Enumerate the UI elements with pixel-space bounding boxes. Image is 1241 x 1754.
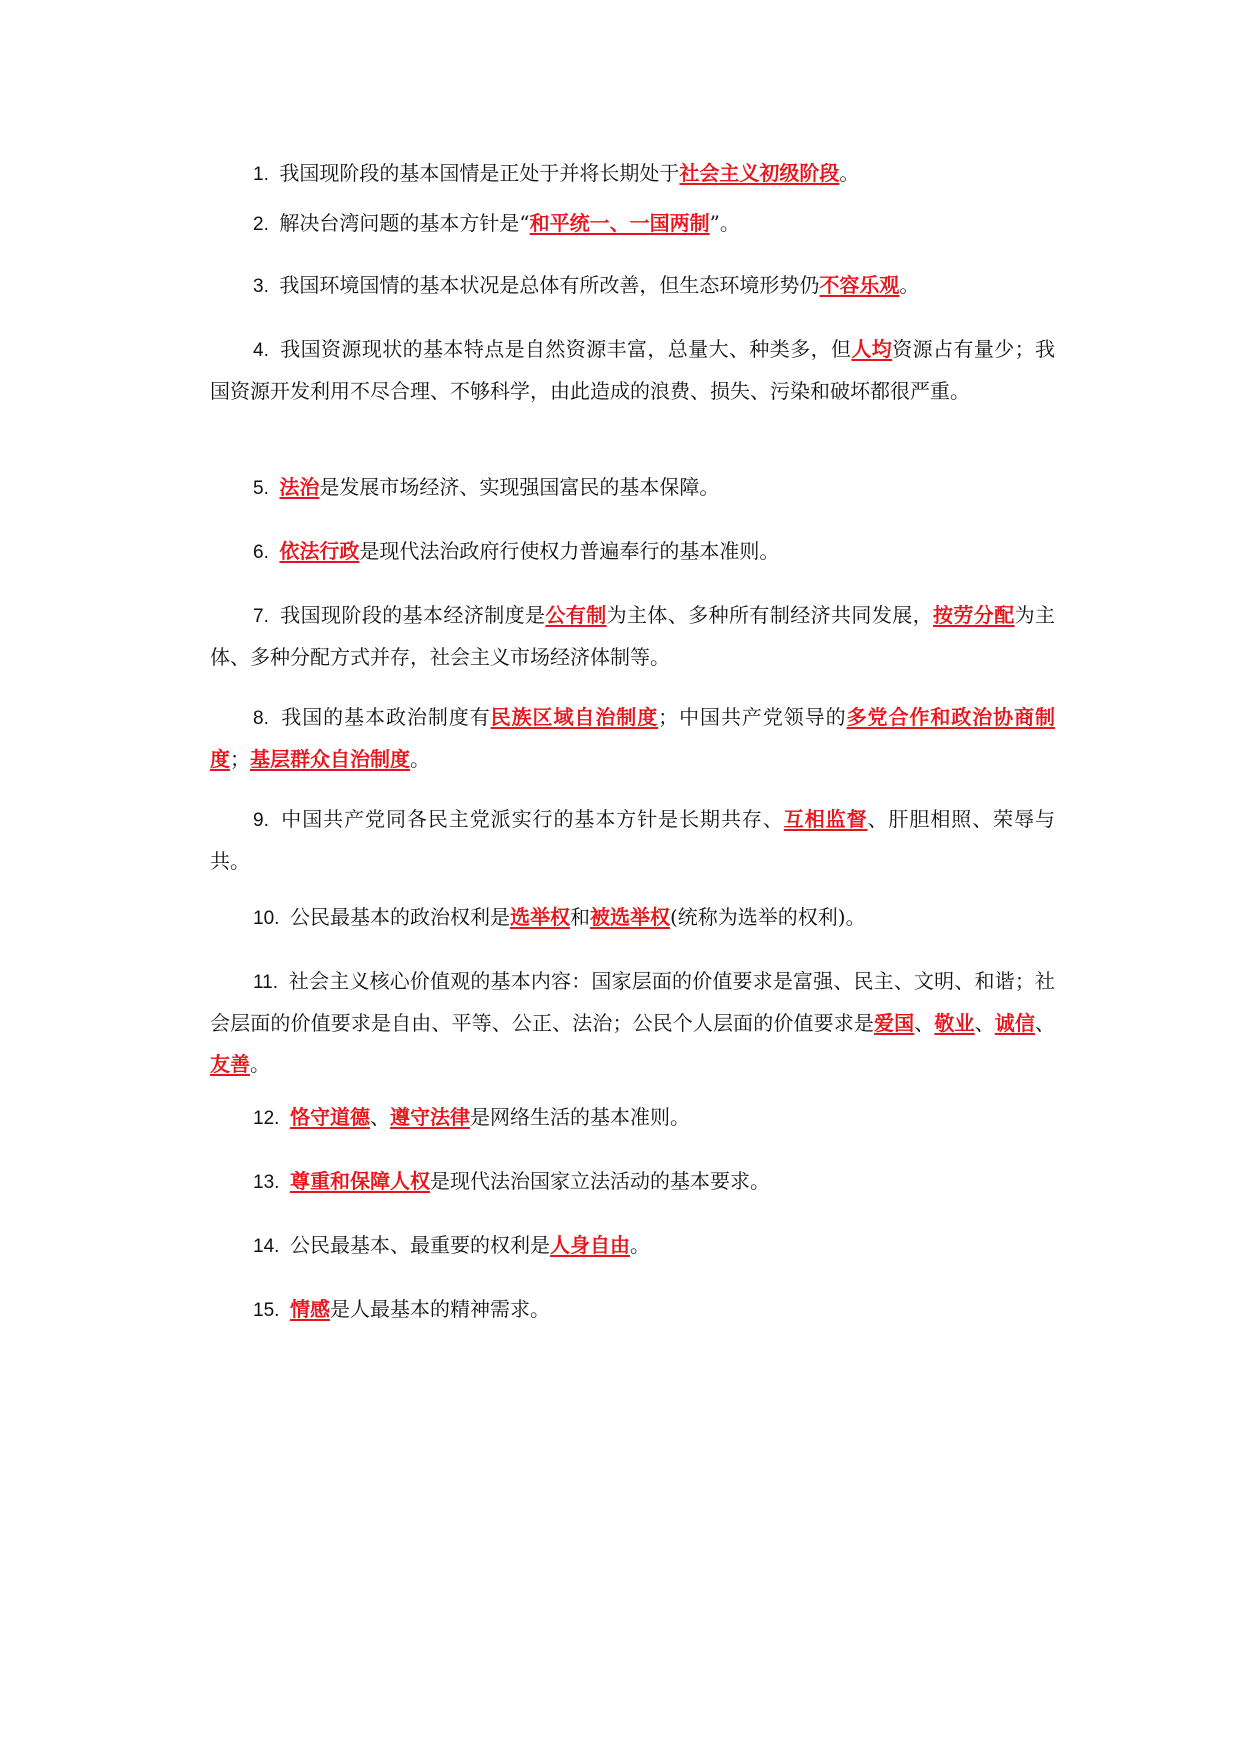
item-text: 是人最基本的精神需求。 <box>329 1297 550 1321</box>
answer-highlight: 人身自由 <box>549 1233 630 1257</box>
list-item-1 <box>210 153 1055 195</box>
item-text: 资源占有量少；我国资源开发利用不尽合理、不够科学，由此造成的浪费、损失、污染和破坏都很严重。 <box>210 337 1056 403</box>
item-number: 13. <box>253 1172 280 1193</box>
answer-highlight: 依法行政 <box>279 539 360 563</box>
answer-highlight: 公有制 <box>545 603 607 627</box>
list-item-8 <box>210 697 1055 780</box>
item-text: 我国环境国情的基本状况是总体有所改善，但生态环境形势仍 <box>279 273 820 297</box>
list-item-14 <box>210 1225 1055 1267</box>
item-text: 公民最基本、最重要的权利是 <box>289 1233 550 1257</box>
item-text: 、 <box>1035 1011 1056 1035</box>
answer-highlight: 敬业 <box>934 1011 975 1035</box>
list-item-3 <box>210 265 1055 307</box>
item-number: 11. <box>253 972 279 993</box>
item-text: 、肝胆相照、荣辱与共。 <box>210 807 1056 873</box>
answer-highlight: 友善 <box>210 1052 250 1076</box>
item-text: 是现代法治政府行使权力普遍奉行的基本准则。 <box>359 539 780 563</box>
item-text: 是网络生活的基本准则。 <box>469 1105 690 1129</box>
item-number: 7. <box>253 606 269 627</box>
item-number: 15. <box>253 1300 280 1321</box>
item-number: 6. <box>253 542 269 563</box>
list-item-11 <box>210 961 1055 1085</box>
answer-highlight: 民族区域自治制度 <box>490 705 659 729</box>
item-number: 9. <box>253 810 269 831</box>
item-text: 。 <box>899 273 920 297</box>
item-text: 中国共产党同各民主党派实行的基本方针是长期共存、 <box>281 807 784 831</box>
item-text: 我国资源现状的基本特点是自然资源丰富，总量大、种类多，但 <box>280 337 852 361</box>
answer-highlight: 遵守法律 <box>389 1105 470 1129</box>
item-text: ”。 <box>709 211 740 235</box>
item-number: 10. <box>253 908 280 929</box>
item-text: 是现代法治国家立法活动的基本要求。 <box>429 1169 770 1193</box>
item-text: ； <box>230 747 250 771</box>
item-text: 。 <box>839 161 860 185</box>
item-text: 为主体、多种所有制经济共同发展， <box>606 603 934 627</box>
item-text: 和 <box>569 905 590 929</box>
answer-highlight: 选举权 <box>509 905 570 929</box>
item-number: 14. <box>253 1236 280 1257</box>
list-item-12 <box>210 1097 1055 1139</box>
list-item-2 <box>210 203 1055 245</box>
answer-highlight: 不容乐观 <box>819 273 900 297</box>
item-number: 5. <box>253 478 269 499</box>
item-number: 8. <box>253 708 269 729</box>
item-number: 4. <box>253 340 269 361</box>
item-text: ；中国共产党领导的 <box>658 705 847 729</box>
list-item-6 <box>210 531 1055 573</box>
item-number: 1. <box>253 164 269 185</box>
list-item-4 <box>210 329 1055 412</box>
answer-highlight: 按劳分配 <box>933 603 1015 627</box>
answer-highlight: 和平统一、一国两制 <box>529 211 710 235</box>
item-text: 公民最基本的政治权利是 <box>289 905 510 929</box>
answer-highlight: 多党合作和政治协商制度 <box>210 705 1056 771</box>
item-text: 。 <box>629 1233 650 1257</box>
answer-highlight: 社会主义初级阶段 <box>679 161 840 185</box>
answer-highlight: 互相监督 <box>783 807 868 831</box>
item-text: 、 <box>974 1011 995 1035</box>
answer-highlight: 基层群众自治制度 <box>250 747 410 771</box>
item-text: 。 <box>410 747 430 771</box>
item-number: 2. <box>253 214 269 235</box>
item-text: 社会主义核心价值观的基本内容：国家层面的价值要求是富强、民主、文明、和谐；社会层面的价值要求是自由、平等、公正、法治；公民个人层面的价值要求是 <box>210 969 1055 1035</box>
item-text: 我国现阶段的基本经济制度是 <box>280 603 546 627</box>
item-text: 为主体、多种分配方式并存，社会主义市场经济体制等。 <box>210 603 1056 669</box>
item-text: 、 <box>369 1105 390 1129</box>
item-text: 解决台湾问题的基本方针是“ <box>279 211 530 235</box>
item-number: 3. <box>253 276 269 297</box>
answer-highlight: 爱国 <box>874 1011 915 1035</box>
answer-highlight: 人均 <box>851 337 893 361</box>
list-item-5 <box>210 467 1055 509</box>
item-text: 是发展市场经济、实现强国富民的基本保障。 <box>319 475 720 499</box>
item-text: 我国现阶段的基本国情是正处于并将长期处于 <box>279 161 680 185</box>
item-text: 、 <box>914 1011 935 1035</box>
item-text: 我国的基本政治制度有 <box>281 705 491 729</box>
answer-highlight: 诚信 <box>994 1011 1036 1035</box>
list-item-13 <box>210 1161 1055 1203</box>
answer-highlight: 被选举权 <box>589 905 670 929</box>
answer-highlight: 尊重和保障人权 <box>289 1169 430 1193</box>
list-item-10 <box>210 897 1055 939</box>
answer-highlight: 情感 <box>289 1297 330 1321</box>
answer-highlight: 法治 <box>279 475 320 499</box>
item-number: 12. <box>253 1108 280 1129</box>
list-item-15 <box>210 1289 1055 1331</box>
answer-highlight: 恪守道德 <box>289 1105 370 1129</box>
list-item-9 <box>210 799 1055 882</box>
item-text: (统称为选举的权利)。 <box>669 905 866 929</box>
list-item-7 <box>210 595 1055 678</box>
item-text: 。 <box>250 1052 270 1076</box>
